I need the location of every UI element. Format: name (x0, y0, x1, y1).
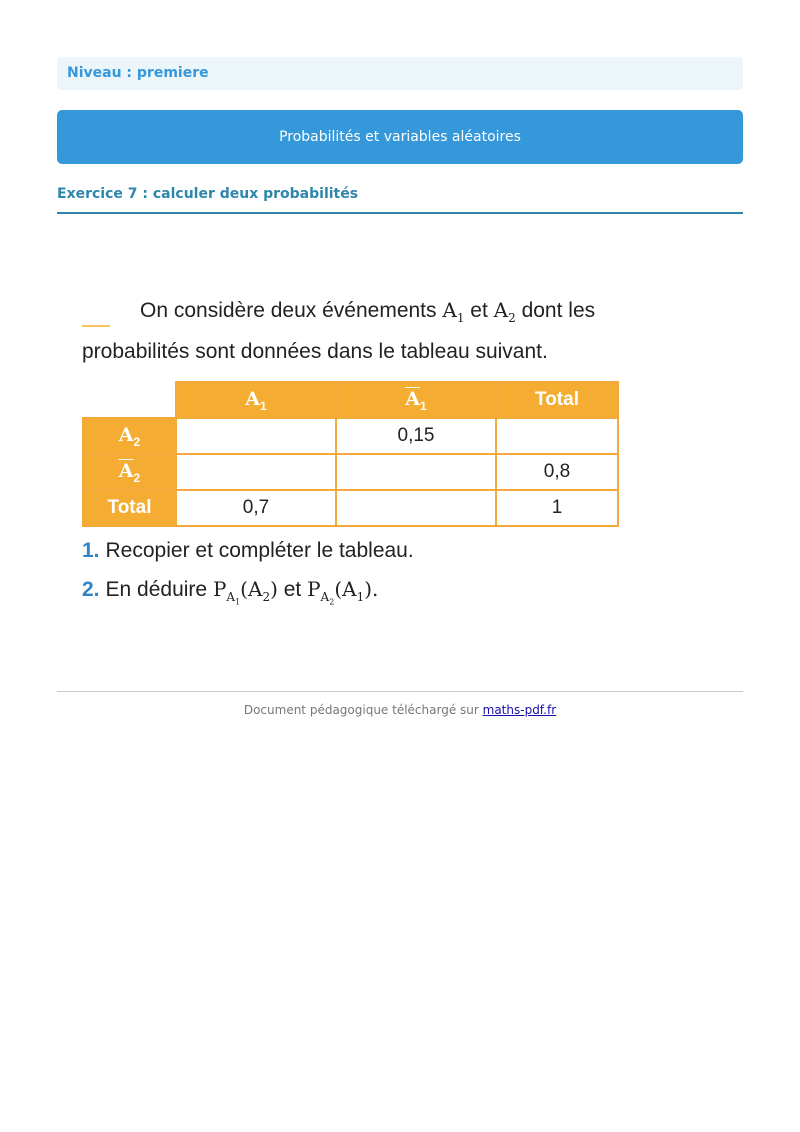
row-label-total: Total (83, 490, 176, 526)
statement-and: et (464, 299, 494, 322)
footer-link[interactable]: maths-pdf.fr (482, 703, 557, 717)
statement-text: On considère deux événements (140, 299, 443, 322)
footer-divider (57, 691, 743, 692)
highlight-mark (82, 325, 110, 327)
row-label-a2: $A_2$ (83, 418, 176, 454)
probability-table (82, 381, 619, 527)
formula-p-a1-a2: $P_{A_1}(A_2)$ (212, 577, 278, 607)
question-2 (82, 571, 702, 620)
exercise-statement (82, 294, 702, 368)
question-number: 2. (82, 578, 100, 601)
table-cell (176, 454, 336, 490)
exercise-title: Exercice 7 : calculer deux probabilités (57, 186, 743, 214)
chapter-banner: Probabilités et variables aléatoires (57, 110, 743, 164)
table-cell: 0,8 (496, 454, 618, 490)
table-cell (496, 418, 618, 454)
footer-text: Document pédagogique téléchargé sur (243, 703, 483, 717)
event-a1: $A_1$ (442, 298, 465, 325)
header-total: Total (496, 382, 618, 418)
question-text: En déduire (105, 578, 213, 601)
header-a1-bar: $\overline{A}_1$ (336, 382, 496, 418)
table-cell (336, 454, 496, 490)
table-cell: 0,15 (336, 418, 496, 454)
footer (57, 703, 743, 717)
formula-et: et (277, 578, 308, 601)
table-cell (176, 418, 336, 454)
question-1 (82, 533, 702, 569)
table-header-row (83, 382, 618, 418)
header-a1: $A_1$ (176, 382, 336, 418)
table-row (83, 418, 618, 454)
table-cell (336, 490, 496, 526)
exercise-content (82, 294, 702, 620)
table-cell: 0,7 (176, 490, 336, 526)
row-label-a2-bar: $\overline{A}_2$ (83, 454, 176, 490)
question-number: 1. (82, 539, 100, 562)
table-row (83, 490, 618, 526)
table-row (83, 454, 618, 490)
level-badge: Niveau : premiere (57, 57, 743, 90)
statement-text-end: dont les probabilités sont données dans le tableau suivant. (82, 299, 596, 363)
formula-p-a2-a1: $P_{A_2}(A_1)$. (307, 577, 379, 607)
table-corner (83, 382, 176, 418)
table-cell: 1 (496, 490, 618, 526)
question-text: Recopier et compléter le tableau. (105, 539, 414, 562)
event-a2: $A_2$ (493, 298, 516, 325)
